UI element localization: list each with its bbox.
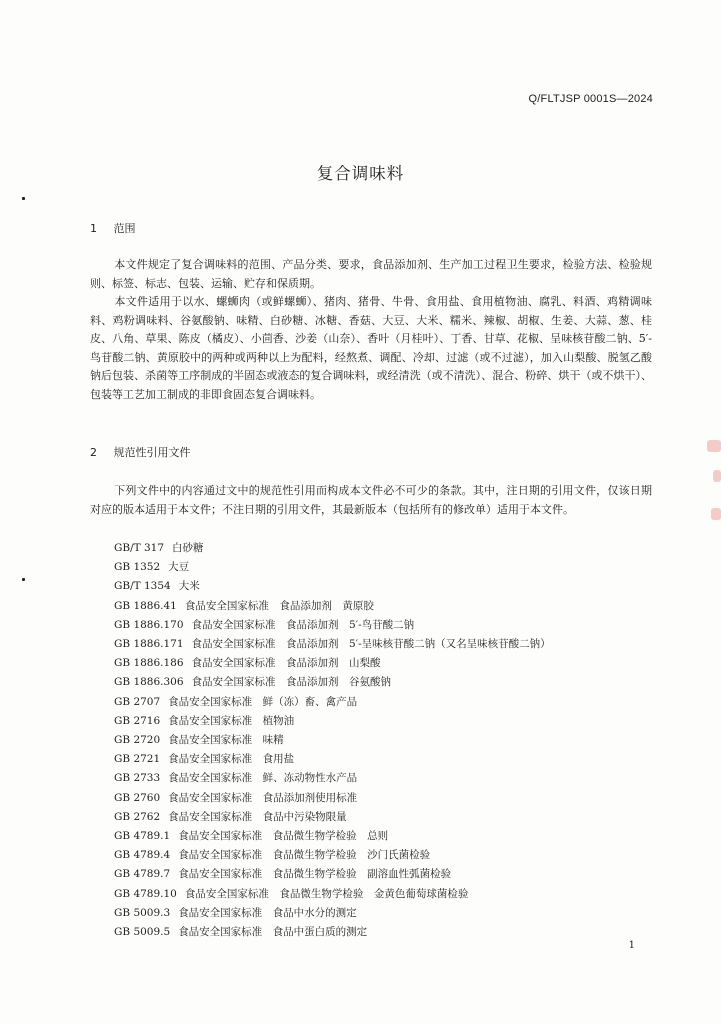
scan-stain xyxy=(707,440,721,452)
reference-item xyxy=(114,827,551,846)
reference-title: 食品安全国家标准 食品添加剂 5′-呈味核苷酸二钠（又名呈味核苷酸二钠） xyxy=(191,638,551,651)
reference-code: GB 1886.170 xyxy=(114,618,184,631)
scan-speck xyxy=(22,197,25,200)
reference-title: 食品安全国家标准 食品添加剂 山梨酸 xyxy=(191,657,381,670)
reference-title: 食品安全国家标准 食品中蛋白质的测定 xyxy=(178,926,368,939)
page-number: 1 xyxy=(628,940,635,951)
reference-title: 食品安全国家标准 食品中污染物限量 xyxy=(168,810,347,823)
reference-title: 食品安全国家标准 食品添加剂使用标准 xyxy=(168,791,358,804)
reference-item xyxy=(114,904,551,923)
reference-item xyxy=(114,616,551,635)
reference-code: GB 2721 xyxy=(114,753,161,766)
reference-list xyxy=(114,539,551,942)
reference-code: GB 4789.10 xyxy=(114,887,177,900)
reference-title: 食品安全国家标准 鲜（冻）畜、禽产品 xyxy=(168,695,358,708)
reference-item xyxy=(114,558,551,577)
section-2-paragraph xyxy=(90,482,652,519)
reference-code: GB 1886.171 xyxy=(114,638,184,651)
reference-item xyxy=(114,731,551,750)
section-2-number: 2 xyxy=(90,446,97,459)
reference-code: GB 1886.186 xyxy=(114,657,184,670)
reference-item xyxy=(114,577,551,596)
reference-code: GB 2707 xyxy=(114,695,161,708)
scan-stain xyxy=(711,508,721,520)
reference-item xyxy=(114,654,551,673)
reference-code: GB/T 1354 xyxy=(114,580,171,593)
reference-code: GB 5009.3 xyxy=(114,906,171,919)
section-2-heading xyxy=(90,444,191,460)
reference-title: 食品安全国家标准 食品微生物学检验 金黄色葡萄球菌检验 xyxy=(184,887,469,900)
reference-title: 食品安全国家标准 鲜、冻动物性水产品 xyxy=(168,772,358,785)
reference-item xyxy=(114,712,551,731)
reference-title: 食品安全国家标准 食品微生物学检验 副溶血性弧菌检验 xyxy=(178,868,452,881)
section-2-paragraph-text: 下列文件中的内容通过文中的规范性引用而构成本文件必不可少的条款。其中，注日期的引用文件，仅该日期对应的版本适用于本文件；不注日期的引用文件，其最新版本（包括所有的修改单）适用于本文件。 xyxy=(90,484,652,516)
reference-title: 食品安全国家标准 食品添加剂 5′-鸟苷酸二钠 xyxy=(191,618,415,631)
reference-title: 食品安全国家标准 味精 xyxy=(168,734,284,747)
document-code: Q/FLTJSP 0001S—2024 xyxy=(528,93,653,105)
section-1-paragraph-2 xyxy=(90,293,652,405)
reference-code: GB 1352 xyxy=(114,561,161,574)
reference-code: GB 2762 xyxy=(114,810,161,823)
reference-code: GB 5009.5 xyxy=(114,926,171,939)
document-title: 复合调味料 xyxy=(316,164,405,183)
reference-item xyxy=(114,693,551,712)
reference-code: GB 4789.1 xyxy=(114,830,171,843)
section-1-number: 1 xyxy=(90,222,97,235)
reference-title: 食品安全国家标准 食用盐 xyxy=(168,753,295,766)
section-1-paragraph-1-text: 本文件规定了复合调味料的范围、产品分类、要求，食品添加剂、生产加工过程卫生要求，检验方法、检验规则、标签、标志、包装、运输、贮存和保质期。 xyxy=(90,258,652,290)
reference-item xyxy=(114,597,551,616)
reference-code: GB/T 317 xyxy=(114,542,165,554)
reference-title: 食品安全国家标准 植物油 xyxy=(168,714,295,727)
reference-code: GB 2733 xyxy=(114,772,161,785)
reference-item xyxy=(114,885,551,904)
reference-item xyxy=(114,846,551,865)
reference-title: 食品安全国家标准 食品添加剂 谷氨酸钠 xyxy=(191,676,392,689)
reference-code: GB 2720 xyxy=(114,734,161,747)
reference-code: GB 4789.4 xyxy=(114,849,171,862)
reference-code: GB 4789.7 xyxy=(114,868,171,881)
section-1-paragraph-2-text: 本文件适用于以水、螺蛳肉（或鲜螺蛳）、猪肉、猪骨、牛骨、食用盐、食用植物油、腐乳、料酒、鸡精调味料、鸡粉调味料、谷氨酸钠、味精、白砂糖、冰糖、香菇、大豆、大米、糯米、辣椒、胡椒、生姜、大蒜、葱、桂皮、八角、草果、陈皮（橘皮）、小茴香、沙姜（山奈）、香叶（月桂叶）、丁香、甘草、花椒、呈味核苷酸二钠、5′-鸟苷酸二钠、黄原胶中的两种或两种以上为配料，经熬煮、调配、冷却、过滤（或不过滤），加入山梨酸、脱氢乙酸钠后包装、杀菌等工序制成的半固态或液态的复合调味料，或经清洗（或不清洗）、混合、粉碎、烘干（或不烘干）、包装等工艺加工制成的非即食固态复合调味料。 xyxy=(90,295,652,401)
reference-item xyxy=(114,789,551,808)
reference-item xyxy=(114,923,551,942)
scan-stain xyxy=(713,470,721,482)
reference-item xyxy=(114,635,551,654)
reference-title: 食品安全国家标准 食品微生物学检验 沙门氏菌检验 xyxy=(178,849,431,862)
reference-title: 白砂糖 xyxy=(172,542,204,554)
section-1-heading xyxy=(90,220,136,236)
reference-code: GB 1886.41 xyxy=(114,599,177,612)
reference-code: GB 2716 xyxy=(114,714,161,727)
reference-title: 食品安全国家标准 食品中水分的测定 xyxy=(178,906,357,919)
reference-title: 大豆 xyxy=(168,561,190,574)
reference-item xyxy=(114,865,551,884)
reference-item xyxy=(114,673,551,692)
reference-title: 食品安全国家标准 食品添加剂 黄原胶 xyxy=(184,599,374,612)
section-2-title: 规范性引用文件 xyxy=(113,446,191,459)
scan-speck xyxy=(22,578,25,581)
reference-item xyxy=(114,750,551,769)
reference-item xyxy=(114,539,551,558)
reference-code: GB 2760 xyxy=(114,791,161,804)
reference-item xyxy=(114,769,551,788)
reference-title: 食品安全国家标准 食品微生物学检验 总则 xyxy=(178,830,389,843)
reference-title: 大米 xyxy=(178,580,200,593)
section-1-paragraph-1 xyxy=(90,256,652,293)
reference-item xyxy=(114,808,551,827)
reference-code: GB 1886.306 xyxy=(114,676,184,689)
section-1-title: 范围 xyxy=(113,222,136,235)
